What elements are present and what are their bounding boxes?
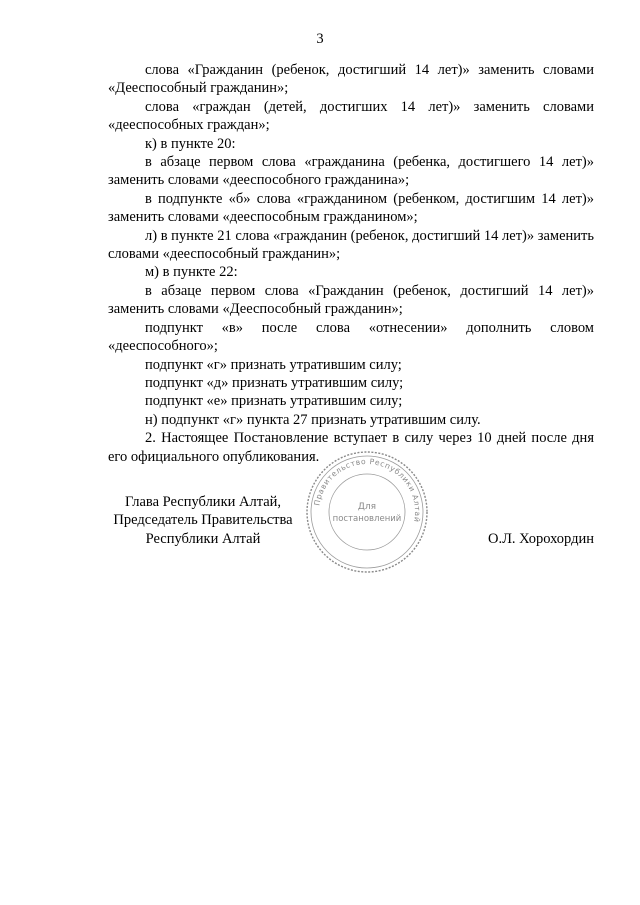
seal-center-text: постановлений — [332, 514, 402, 524]
page-number: 3 — [316, 31, 324, 47]
paragraph: слова «Гражданин (ребенок, достигший 14 лет)» заменить словами «Дееспособный гражданин»; — [108, 62, 594, 97]
paragraph: подпункт «в» после слова «отнесении» дополнить словом «дееспособного»; — [108, 319, 594, 355]
paragraph: подпункт «г» признать утратившим силу; — [145, 356, 402, 373]
paragraph: н) подпункт «г» пункта 27 признать утратившим силу. — [145, 411, 481, 428]
seal-center-text: Для — [357, 502, 377, 512]
paragraph: к) в пункте 20: — [145, 135, 236, 152]
signatory-title-line: Председатель Правительства — [113, 512, 293, 529]
paragraph: подпункт «д» признать утратившим силу; — [145, 374, 404, 391]
seal-outer-text: Правительство Республики Алтай — [312, 456, 423, 524]
paragraph: л) в пункте 21 слова «гражданин (ребенок, достигший 14 лет)» заменить словами «дееспособный гражданин»; — [108, 227, 594, 263]
paragraph: подпункт «е» признать утратившим силу; — [145, 393, 403, 410]
signatory-title — [96, 493, 310, 548]
document-body — [108, 61, 594, 466]
official-seal — [304, 449, 430, 575]
paragraph: в абзаце первом слова «гражданина (ребенка, достигшего 14 лет)» заменить словами «дееспособного гражданина»; — [108, 154, 594, 189]
signatory-name: О.Л. Хорохордин — [487, 531, 594, 547]
paragraph: м) в пункте 22: — [145, 264, 238, 281]
seal-center-ring — [329, 474, 405, 550]
paragraph: слова «граждан (детей, достигших 14 лет)» заменить словами «дееспособных граждан»; — [108, 98, 594, 134]
paragraph: 2. Настоящее Постановление вступает в силу через 10 дней после дня его официального опубликования. — [108, 430, 594, 465]
signatory-title-line: Республики Алтай — [145, 530, 261, 547]
seal-outer-ring — [307, 452, 427, 572]
seal-stamp-icon — [304, 449, 430, 575]
seal-inner-ring — [311, 456, 423, 568]
paragraph: в подпункте «б» слова «гражданином (ребенком, достигшим 14 лет)» заменить словами «дееспособным гражданином»; — [108, 190, 594, 226]
signatory-title-line: Глава Республики Алтай, — [124, 494, 282, 510]
paragraph: в абзаце первом слова «Гражданин (ребенок, достигший 14 лет)» заменить словами «Дееспособный гражданин»; — [108, 282, 594, 318]
